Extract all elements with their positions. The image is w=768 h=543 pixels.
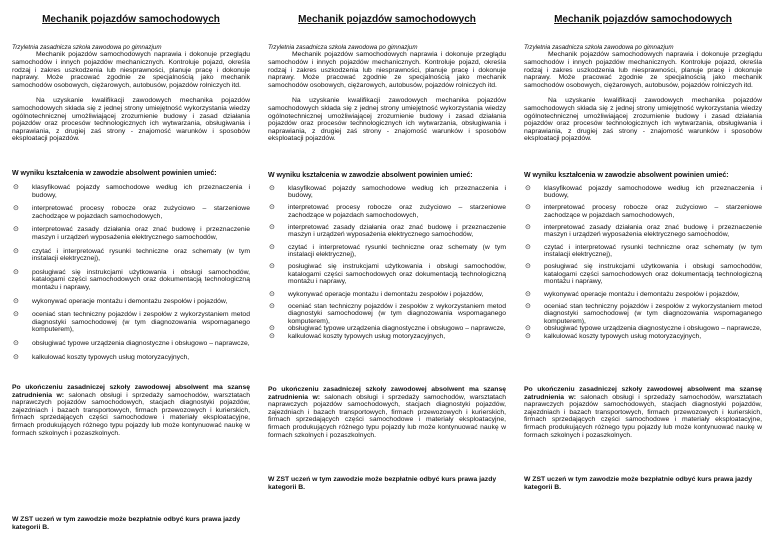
outcomes-header: W wyniku kształcenia w zawodzie absolwent powinien umieć:: [268, 172, 473, 179]
bullet-icon: ⊙: [269, 290, 275, 298]
bullet-icon: ⊙: [525, 243, 531, 251]
profession-description: Mechanik pojazdów samochodowych naprawia i dokonuje przeglądu samochodów i innych pojazdów mechanicznych. Kontroluje pojazd, określa rodzaj i zakres uszkodzenia lub niesprawności, planuje pracę i dokonuje naprawy. Może pracować zgodnie ze specjalnością jako mechanik samochodów osobowych, ciężarowych, autobusów, pojazdów rolniczych itd.: [524, 51, 762, 89]
bullet-icon: ⊙: [525, 223, 531, 231]
bullet-icon: ⊙: [269, 243, 275, 251]
bullet-icon: ⊙: [13, 297, 19, 305]
bullet-icon: ⊙: [269, 204, 275, 212]
bullet-icon: ⊙: [525, 302, 531, 310]
bullet-icon: ⊙: [13, 184, 19, 191]
list-item: ⊙ interpretować zasady działania oraz znać budowę i przeznaczenie maszyn i urządzeń wyposażenia elektrycznego samochodów,: [13, 226, 250, 241]
list-item: ⊙ kalkulować koszty typowych usług motoryzacyjnych,: [269, 333, 446, 340]
bullet-icon: ⊙: [525, 263, 531, 271]
driving-course-note: W ZST uczeń w tym zawodzie może bezpłatnie odbyć kurs prawa jazdy kategorii B.: [524, 476, 753, 491]
list-item: ⊙ posługiwać się instrukcjami użytkowania i obsługi samochodów, katalogami części samochodowych oraz dokumentacją technologiczną montażu i naprawy,: [525, 263, 762, 286]
list-item: ⊙ oceniać stan techniczny pojazdów i zespołów z wykorzystaniem metod diagnostyki samochodowej (w tym diagnozowania wspomaganego komputerem),: [13, 311, 250, 334]
list-item: ⊙ interpretować zasady działania oraz znać budowę i przeznaczenie maszyn i urządzeń wyposażenia elektrycznego samochodów,: [525, 223, 762, 239]
list-item: ⊙ oceniać stan techniczny pojazdów i zespołów z wykorzystaniem metod diagnostyki samochodowej (w tym diagnozowania wspomaganego komputerem),: [525, 302, 762, 325]
bullet-icon: ⊙: [13, 247, 19, 255]
bullet-icon: ⊙: [525, 333, 531, 340]
bullet-icon: ⊙: [269, 333, 275, 340]
page-title: Mechanik pojazdów samochodowych: [554, 14, 732, 25]
list-item: ⊙ klasyfikować pojazdy samochodowe według ich przeznaczenia i budowy,: [525, 184, 762, 200]
list-item: ⊙ czytać i interpretować rysunki techniczne oraz schematy (w tym instalacji elektrycznej),: [269, 243, 506, 259]
list-item: ⊙ posługiwać się instrukcjami użytkowania i obsługi samochodów, katalogami części samochodowych oraz dokumentacją technologiczną montażu i naprawy,: [269, 263, 506, 286]
list-item: ⊙ kalkulować koszty typowych usług motoryzacyjnych,: [525, 333, 702, 340]
school-type-subtitle: Trzyletnia zasadnicza szkoła zawodowa po gimnazjum: [12, 44, 162, 51]
bullet-icon: ⊙: [525, 325, 531, 333]
outcomes-header: W wyniku kształcenia w zawodzie absolwent powinien umieć:: [12, 170, 217, 177]
qualification-description: Na uzyskanie kwalifikacji zawodowych mechanika pojazdów samochodowych składa się z jednej strony umiejętność wykorzystania wiedzy ogólnotechnicznej umożliwiającej zrozumienie budowy i zasad działania pojazdów oraz procesów technologicznych ich wytwarzania, obsługiwania i naprawiania, z drugiej zaś strony - znajomość warunków i sposobów eksploatacji pojazdów.: [268, 97, 506, 143]
qualification-description: Na uzyskanie kwalifikacji zawodowych mechanika pojazdów samochodowych składa się z jednej strony umiejętność wykorzystania wiedzy ogólnotechnicznej umożliwiającej zrozumienie budowy i zasad działania pojazdów oraz procesów technologicznych ich wytwarzania, obsługiwania i naprawiania, z drugiej zaś strony - znajomość warunków i sposobów eksploatacji pojazdów.: [524, 97, 762, 143]
employment-lead: Po ukończeniu zasadniczej szkoły zawodowej absolwent ma szansę zatrudnienia w:: [524, 386, 762, 401]
outcomes-header: W wyniku kształcenia w zawodzie absolwent powinien umieć:: [524, 172, 729, 179]
bullet-icon: ⊙: [13, 311, 19, 319]
profession-description: Mechanik pojazdów samochodowych naprawia i dokonuje przeglądu samochodów i innych pojazdów mechanicznych. Kontroluje pojazd, określa rodzaj i zakres uszkodzenia lub niesprawności, planuje pracę i dokonuje naprawy. Może pracować zgodnie ze specjalnością jako mechanik samochodów osobowych, ciężarowych, autobusów, pojazdów rolniczych itd.: [268, 51, 506, 89]
driving-course-note: W ZST uczeń w tym zawodzie może bezpłatnie odbyć kurs prawa jazdy kategorii B.: [268, 476, 497, 491]
bullet-icon: ⊙: [269, 302, 275, 310]
list-item: ⊙ oceniać stan techniczny pojazdów i zespołów z wykorzystaniem metod diagnostyki samochodowej (w tym diagnozowania wspomaganego komputerem),: [269, 302, 506, 325]
outcomes-list: [524, 185, 762, 341]
bullet-icon: ⊙: [525, 184, 531, 192]
employment-section: [268, 386, 506, 439]
intro-section: [12, 44, 250, 143]
employment-text: salonach obsługi i sprzedaży samochodów, warsztatach naprawczych pojazdów samochodowych, stacjach diagnostyki pojazdów, zajezdniach i bazach transportowych, firmach przewozowych i kurierskich, firmach sprzedających części samochodowe i materiały eksploatacyjne, firmach produkujących różnego typu pojazdy lub może kontynuować naukę w formach szkolnych i pozaszkolnych.: [12, 391, 250, 437]
employment-section: [524, 386, 762, 439]
list-item: ⊙ wykonywać operacje montażu i demontażu zespołów i pojazdów,: [269, 290, 484, 298]
learning-outcomes: [268, 172, 506, 341]
list-item: ⊙ obsługiwać typowe urządzenia diagnostyczne i obsługowo – naprawcze,: [269, 325, 506, 333]
employment-text: salonach obsługi i sprzedaży samochodów, warsztatach naprawczych pojazdów samochodowych, stacjach diagnostyki pojazdów, zajezdniach i bazach transportowych, firmach przewozowych i kurierskich, firmach sprzedających części samochodowe i materiały eksploatacyjne, firmach produkujących różnego typu pojazdy lub może kontynuować naukę w formach szkolnych i pozaszkolnych.: [524, 393, 762, 439]
school-type-subtitle: Trzyletnia zasadnicza szkoła zawodowa po gimnazjum: [524, 44, 674, 51]
bullet-icon: ⊙: [525, 204, 531, 212]
school-type-subtitle: Trzyletnia zasadnicza szkoła zawodowa po gimnazjum: [268, 44, 418, 51]
bullet-icon: ⊙: [13, 353, 19, 361]
list-item: ⊙ czytać i interpretować rysunki techniczne oraz schematy (w tym instalacji elektrycznej),: [525, 243, 762, 259]
bullet-icon: ⊙: [269, 223, 275, 231]
leaflet-column-3: [524, 0, 762, 543]
list-item: ⊙ interpretować procesy robocze oraz zużyciowo – starzeniowe zachodzące w pojazdach samochodowych,: [525, 204, 762, 219]
leaflet-column-2: [268, 0, 506, 543]
employment-section: [12, 384, 250, 437]
qualification-description: Na uzyskanie kwalifikacji zawodowych mechanika pojazdów samochodowych składa się z jednej strony umiejętność wykorzystania wiedzy ogólnotechnicznej umożliwiającej zrozumienie budowy i zasad działania pojazdów oraz procesów technologicznych ich wytwarzania, obsługiwania i naprawiania, z drugiej zaś strony - znajomość warunków i sposobów eksploatacji pojazdów.: [12, 97, 250, 143]
list-item: ⊙ obsługiwać typowe urządzenia diagnostyczne i obsługowo – naprawcze,: [525, 325, 762, 333]
outcomes-list: [268, 185, 506, 341]
bullet-icon: ⊙: [13, 268, 19, 276]
list-item: ⊙ interpretować procesy robocze oraz zużyciowo – starzeniowe zachodzące w pojazdach samochodowych,: [269, 204, 506, 219]
bullet-icon: ⊙: [13, 339, 19, 347]
list-item: ⊙ wykonywać operacje montażu i demontażu zespołów i pojazdów,: [525, 290, 740, 298]
bullet-icon: ⊙: [13, 226, 19, 234]
driving-course-note: W ZST uczeń w tym zawodzie może bezpłatnie odbyć kurs prawa jazdy kategorii B.: [12, 516, 241, 531]
bullet-icon: ⊙: [269, 184, 275, 192]
intro-section: [524, 44, 762, 143]
profession-description: Mechanik pojazdów samochodowych naprawia i dokonuje przeglądu samochodów i innych pojazdów mechanicznych. Kontroluje pojazd, określa rodzaj i zakres uszkodzenia lub niesprawności, planuje pracę i dokonuje naprawy. Może pracować zgodnie ze specjalnością jako mechanik samochodów osobowych, ciężarowych, autobusów, pojazdów rolniczych itd.: [12, 51, 250, 89]
list-item: ⊙ interpretować procesy robocze oraz zużyciowo – starzeniowe zachodzące w pojazdach samochodowych,: [13, 205, 250, 220]
list-item: ⊙ wykonywać operacje montażu i demontażu zespołów i pojazdów,: [13, 297, 228, 305]
list-item: ⊙ klasyfikować pojazdy samochodowe według ich przeznaczenia i budowy,: [13, 184, 250, 199]
learning-outcomes: [524, 172, 762, 341]
list-item: ⊙ posługiwać się instrukcjami użytkowania i obsługi samochodów, katalogami części samochodowych oraz dokumentacją technologiczną montażu i naprawy,: [13, 268, 250, 291]
page-title: Mechanik pojazdów samochodowych: [298, 14, 476, 25]
leaflet-column-1: [12, 0, 250, 543]
employment-lead: Po ukończeniu zasadniczej szkoły zawodowej absolwent ma szansę zatrudnienia w:: [12, 384, 250, 399]
bullet-icon: ⊙: [269, 263, 275, 271]
list-item: ⊙ czytać i interpretować rysunki techniczne oraz schematy (w tym instalacji elektrycznej),: [13, 247, 250, 263]
page-title: Mechanik pojazdów samochodowych: [42, 14, 220, 25]
outcomes-list: [12, 184, 250, 361]
intro-section: [268, 44, 506, 143]
list-item: ⊙ klasyfikować pojazdy samochodowe według ich przeznaczenia i budowy,: [269, 184, 506, 200]
employment-lead: Po ukończeniu zasadniczej szkoły zawodowej absolwent ma szansę zatrudnienia w:: [268, 386, 506, 401]
bullet-icon: ⊙: [525, 290, 531, 298]
learning-outcomes: [12, 170, 250, 361]
list-item: ⊙ interpretować zasady działania oraz znać budowę i przeznaczenie maszyn i urządzeń wyposażenia elektrycznego samochodów,: [269, 223, 506, 239]
list-item: ⊙ obsługiwać typowe urządzenia diagnostyczne i obsługowo – naprawcze,: [13, 339, 250, 347]
bullet-icon: ⊙: [13, 205, 19, 213]
bullet-icon: ⊙: [269, 325, 275, 333]
list-item: ⊙ kalkulować koszty typowych usług motoryzacyjnych,: [13, 353, 190, 361]
employment-text: salonach obsługi i sprzedaży samochodów, warsztatach naprawczych pojazdów samochodowych, stacjach diagnostyki pojazdów, zajezdniach i bazach transportowych, firmach przewozowych i kurierskich, firmach sprzedających części samochodowe i materiały eksploatacyjne, firmach produkujących różnego typu pojazdy lub może kontynuować naukę w formach szkolnych i pozaszkolnych.: [268, 393, 506, 439]
